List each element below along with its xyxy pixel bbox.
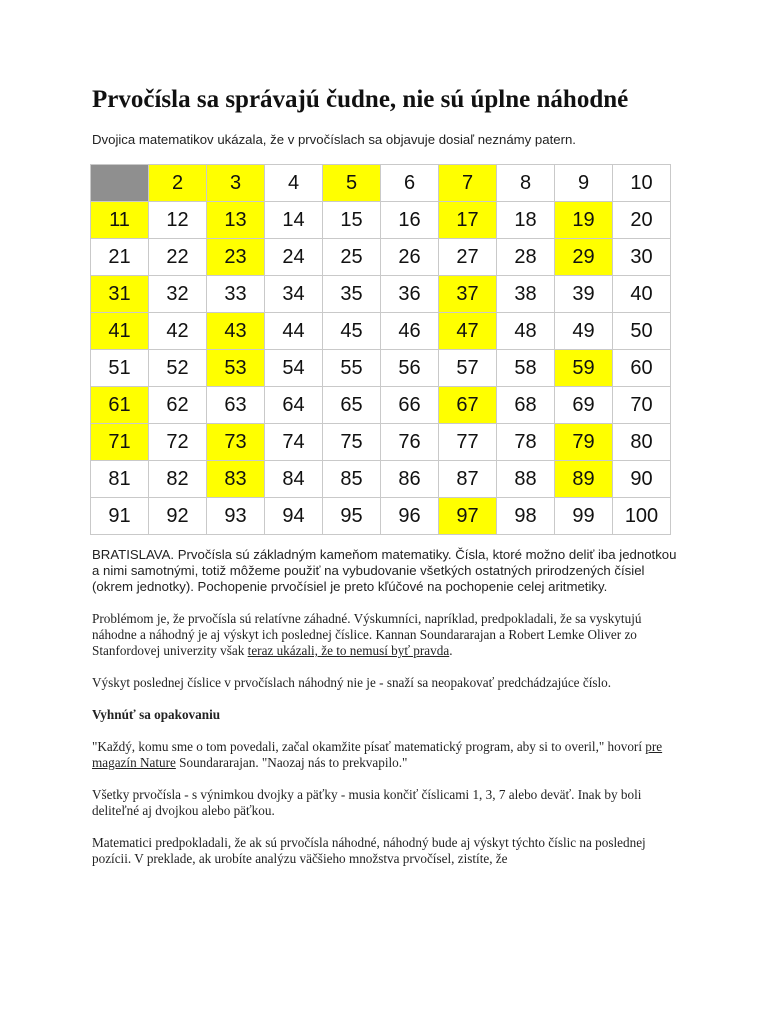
grid-cell: 36 — [381, 276, 439, 313]
grid-cell: 55 — [323, 350, 381, 387]
grid-cell: 92 — [149, 498, 207, 535]
grid-cell: 46 — [381, 313, 439, 350]
grid-cell-prime: 13 — [207, 202, 265, 239]
grid-cell-prime: 61 — [91, 387, 149, 424]
prime-number-grid — [90, 164, 671, 535]
grid-cell: 16 — [381, 202, 439, 239]
grid-cell: 82 — [149, 461, 207, 498]
grid-cell: 76 — [381, 424, 439, 461]
grid-cell: 50 — [613, 313, 671, 350]
grid-cell-prime: 83 — [207, 461, 265, 498]
grid-cell: 75 — [323, 424, 381, 461]
grid-cell-prime: 19 — [555, 202, 613, 239]
paragraph-last-digit-text: Výskyt poslednej číslice v prvočíslach náhodný nie je - snaží sa neopakovať predchádzajúce číslo. — [92, 675, 612, 690]
grid-cell: 96 — [381, 498, 439, 535]
grid-cell: 56 — [381, 350, 439, 387]
grid-row — [91, 276, 671, 313]
grid-cell: 86 — [381, 461, 439, 498]
grid-cell: 77 — [439, 424, 497, 461]
grid-row — [91, 461, 671, 498]
grid-cell: 65 — [323, 387, 381, 424]
grid-cell: 62 — [149, 387, 207, 424]
grid-body — [91, 165, 671, 535]
grid-cell: 35 — [323, 276, 381, 313]
paragraph-quote-end: Soundararajan. "Naozaj nás to prekvapilo." — [175, 755, 408, 770]
grid-cell: 25 — [323, 239, 381, 276]
grid-cell: 54 — [265, 350, 323, 387]
grid-cell: 63 — [207, 387, 265, 424]
grid-cell: 28 — [497, 239, 555, 276]
article-subtitle: Dvojica matematikov ukázala, že v prvočíslach sa objavuje dosiaľ neznámy patern. — [92, 132, 576, 147]
grid-cell-prime: 29 — [555, 239, 613, 276]
grid-cell: 42 — [149, 313, 207, 350]
grid-cell: 39 — [555, 276, 613, 313]
grid-cell: 18 — [497, 202, 555, 239]
grid-cell-prime: 71 — [91, 424, 149, 461]
grid-cell: 20 — [613, 202, 671, 239]
paragraph-intro-text: BRATISLAVA. Prvočísla sú základným kameňom matematiky. Čísla, ktoré možno deliť iba jednotkou a nimi samotnými, totiž môžeme použiť na vybudovanie všetkých ostatných prirodzených čísiel (okrem jednotky). Pochopenie prvočísiel je preto kľúčové na pochopenie celej aritmetiky. — [92, 547, 677, 594]
grid-cell: 12 — [149, 202, 207, 239]
article-title: Prvočísla sa správajú čudne, nie sú úplne náhodné — [92, 86, 629, 113]
grid-row — [91, 239, 671, 276]
grid-cell: 95 — [323, 498, 381, 535]
grid-cell-prime: 53 — [207, 350, 265, 387]
grid-row — [91, 387, 671, 424]
section-heading: Vyhnúť sa opakovaniu — [92, 707, 221, 722]
grid-cell: 44 — [265, 313, 323, 350]
paragraph-last-digit — [92, 675, 677, 691]
grid-cell-prime: 47 — [439, 313, 497, 350]
grid-cell: 27 — [439, 239, 497, 276]
paragraph-problem-end: . — [449, 643, 453, 658]
grid-cell: 69 — [555, 387, 613, 424]
grid-cell: 68 — [497, 387, 555, 424]
grid-cell: 48 — [497, 313, 555, 350]
grid-cell: 30 — [613, 239, 671, 276]
grid-cell-prime: 3 — [207, 165, 265, 202]
grid-cell: 26 — [381, 239, 439, 276]
paragraph-intro — [92, 547, 677, 595]
grid-cell: 64 — [265, 387, 323, 424]
grid-cell: 87 — [439, 461, 497, 498]
grid-cell: 57 — [439, 350, 497, 387]
paragraph-problem — [92, 611, 677, 659]
grid-cell: 58 — [497, 350, 555, 387]
grid-cell: 8 — [497, 165, 555, 202]
grid-cell: 10 — [613, 165, 671, 202]
grid-row — [91, 202, 671, 239]
grid-cell: 38 — [497, 276, 555, 313]
grid-cell: 22 — [149, 239, 207, 276]
article-body — [92, 547, 677, 883]
paragraph-digits-text: Všetky prvočísla - s výnimkou dvojky a päťky - musia končiť číslicami 1, 3, 7 alebo deväť. Inak by boli deliteľné aj dvojkou alebo päťkou. — [92, 787, 642, 818]
grid-cell: 98 — [497, 498, 555, 535]
link-teraz-ukazali[interactable]: teraz ukázali, že to nemusí byť pravda — [247, 643, 450, 658]
grid-cell: 9 — [555, 165, 613, 202]
grid-cell: 84 — [265, 461, 323, 498]
grid-cell-prime: 17 — [439, 202, 497, 239]
grid-cell: 74 — [265, 424, 323, 461]
grid-cell: 100 — [613, 498, 671, 535]
grid-cell: 4 — [265, 165, 323, 202]
grid-cell: 15 — [323, 202, 381, 239]
grid-cell: 66 — [381, 387, 439, 424]
grid-cell: 93 — [207, 498, 265, 535]
grid-row — [91, 350, 671, 387]
paragraph-assumption — [92, 835, 677, 867]
grid-cell: 70 — [613, 387, 671, 424]
grid-cell-prime: 11 — [91, 202, 149, 239]
grid-cell: 21 — [91, 239, 149, 276]
grid-cell-prime: 43 — [207, 313, 265, 350]
grid-cell-prime: 97 — [439, 498, 497, 535]
grid-cell: 90 — [613, 461, 671, 498]
grid-cell: 45 — [323, 313, 381, 350]
paragraph-quote — [92, 739, 677, 771]
grid-cell: 14 — [265, 202, 323, 239]
grid-cell: 94 — [265, 498, 323, 535]
grid-cell: 60 — [613, 350, 671, 387]
grid-cell: 91 — [91, 498, 149, 535]
grid-cell: 81 — [91, 461, 149, 498]
grid-cell: 72 — [149, 424, 207, 461]
grid-cell-prime: 7 — [439, 165, 497, 202]
grid-cell-prime: 37 — [439, 276, 497, 313]
grid-row — [91, 498, 671, 535]
grid-cell: 99 — [555, 498, 613, 535]
grid-cell: 24 — [265, 239, 323, 276]
grid-cell-prime: 5 — [323, 165, 381, 202]
grid-row — [91, 313, 671, 350]
grid-cell-prime: 79 — [555, 424, 613, 461]
grid-cell: 33 — [207, 276, 265, 313]
grid-cell-prime: 59 — [555, 350, 613, 387]
grid-cell-prime: 23 — [207, 239, 265, 276]
grid-cell-prime: 2 — [149, 165, 207, 202]
grid-cell: 34 — [265, 276, 323, 313]
grid-cell: 88 — [497, 461, 555, 498]
paragraph-assumption-text: Matematici predpokladali, že ak sú prvočísla náhodné, náhodný bude aj výskyt týchto číslic na poslednej pozícii. V preklade, ak urobíte analýzu väčšieho množstva prvočísel, zistíte, že — [92, 835, 646, 866]
grid-cell: 49 — [555, 313, 613, 350]
grid-cell-prime: 31 — [91, 276, 149, 313]
grid-cell-empty — [91, 165, 149, 202]
grid-cell: 85 — [323, 461, 381, 498]
grid-cell: 51 — [91, 350, 149, 387]
grid-cell: 52 — [149, 350, 207, 387]
grid-cell: 78 — [497, 424, 555, 461]
grid-cell: 80 — [613, 424, 671, 461]
grid-cell-prime: 67 — [439, 387, 497, 424]
paragraph-quote-text: "Každý, komu sme o tom povedali, začal okamžite písať matematický program, aby si to overil," hovorí — [92, 739, 646, 754]
grid-row — [91, 165, 671, 202]
grid-cell-prime: 73 — [207, 424, 265, 461]
grid-cell: 40 — [613, 276, 671, 313]
grid-cell-prime: 41 — [91, 313, 149, 350]
grid-cell: 6 — [381, 165, 439, 202]
grid-row — [91, 424, 671, 461]
link-nature[interactable]: pre magazín Nature — [92, 739, 663, 770]
paragraph-digits — [92, 787, 677, 819]
grid-cell-prime: 89 — [555, 461, 613, 498]
paragraph-problem-text: Problémom je, že prvočísla sú relatívne záhadné. Výskumníci, napríklad, predpokladali, že sa vyskytujú náhodne a náhodný je aj výskyt ich poslednej číslice. Kannan Soundararajan a Robert Lemke Oliver zo Stanfordovej univerzity však — [92, 611, 642, 658]
grid-cell: 32 — [149, 276, 207, 313]
